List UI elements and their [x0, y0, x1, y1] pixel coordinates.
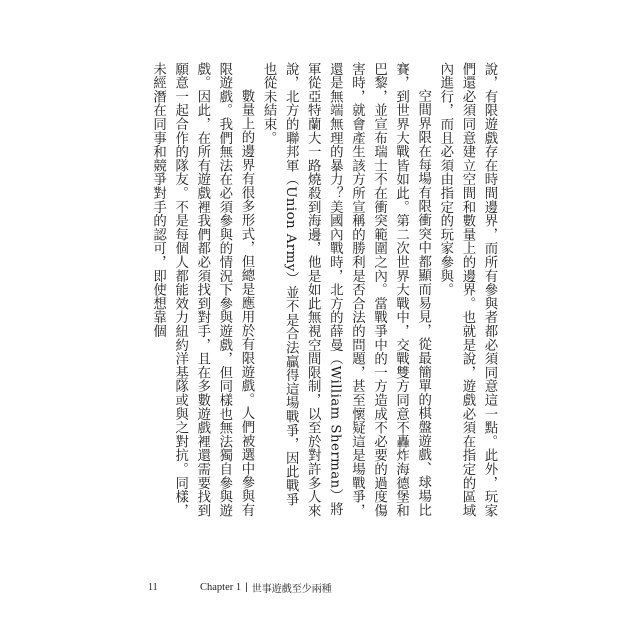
page-footer — [148, 580, 332, 595]
footer-separator: | — [245, 582, 248, 593]
paragraph-2: 空間界限在每場有限衝突中都顯而易見，從最簡單的棋盤遊戲、球場比賽，到世界大戰皆如此。第二次世界大戰中，交戰雙方同意不轟炸海德堡和巴黎，並宣布瑞士不在衝突範圍之內。當戰爭中的一方造成不必要的過度傷害時，就會產生該方所宣稱的勝利是否合法的問題，甚至懷疑這是場戰爭，還是無端無理的暴力？美國內戰時，北方的薛曼（William Sherman）將軍從亞特蘭大一路燒殺到海邊，他是如此無視空間限制，以至於對許多人來說，北方的聯邦軍（Union Army）並不是合法贏得這場戰爭，因此戰爭也從未結束。 — [261, 62, 431, 518]
chapter-title: 世事遊戲至少兩種 — [251, 584, 332, 595]
vertical-text-body — [148, 62, 500, 520]
chapter-label: Chapter 1 — [200, 582, 242, 593]
paragraph-3: 數量上的邊界有很多形式，但總是應用於有限遊戲。人們被選中參與有限遊戲。我們無法在必須參與的情況下參與遊戲，但同樣也無法獨自參與遊戲。因此，在所有遊戲裡我們都必須找到對手，且在多數遊戲裡還需要找到願意一起合作的隊友。不是每個人都能效力紐約洋基隊或與之對抗。同樣，未經潛在同事和競爭對手的認可，即使想靠個 — [150, 62, 254, 518]
page-number: 11 — [148, 582, 158, 593]
paragraph-1: 說，有限遊戲存在時間邊界，而所有參與者都必須同意這一點。此外，玩家們還必須同意建立空間和數量上的邊界。也就是說，遊戲必須在指定的區域內進行，而且必須由指定的玩家參與。 — [437, 62, 497, 518]
